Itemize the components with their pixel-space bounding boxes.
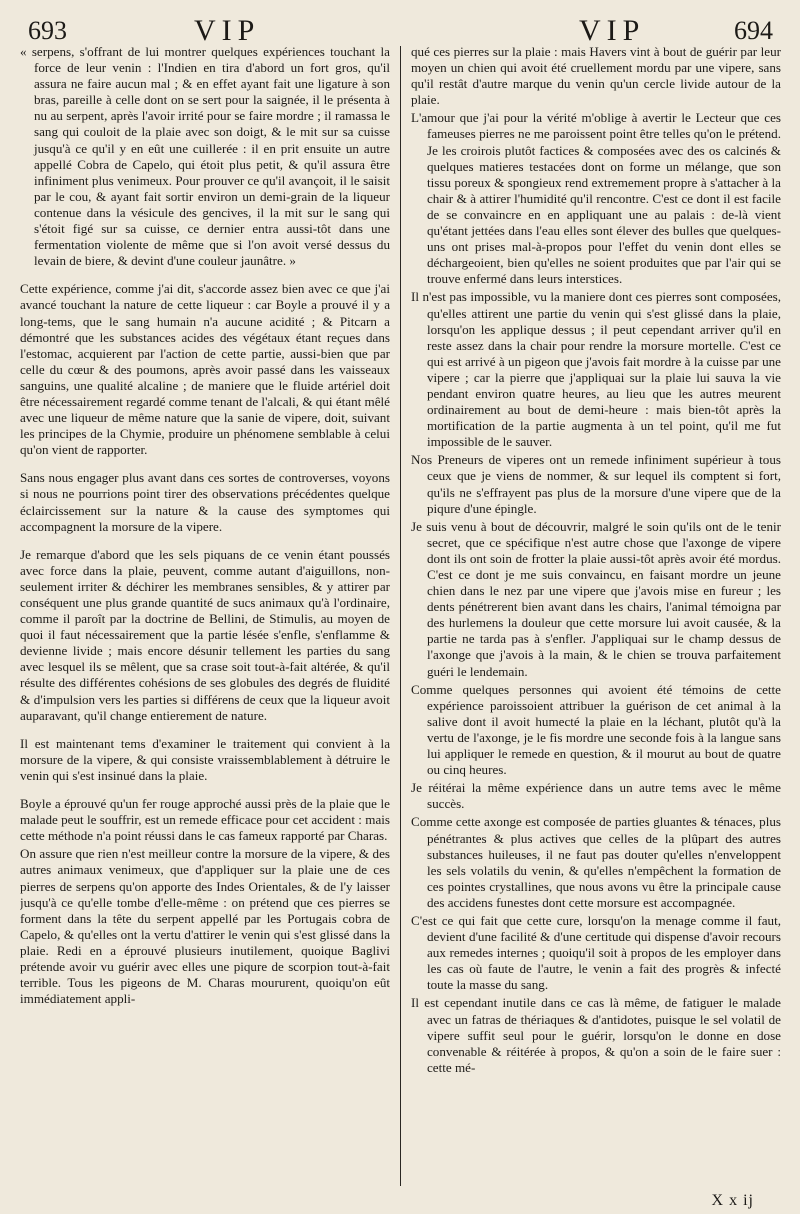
page-number-left: 693 [28, 16, 67, 45]
paragraph: Comme cette axonge est composée de parties gluantes & ténaces, plus pénétrantes & plus actives que celles de la plûpart des autres substances huileuses, il ne faut pas douter qu'elles n'enveloppent les sels volatils du venin, & qu'elles n'empêchent la formation de ces pointes crystallines, que nous avons vu être la principale cause des accidens funestes dont cette morsure est accompagnée. [411, 814, 781, 910]
signature-mark: X x ij [711, 1192, 754, 1209]
paragraph: L'amour que j'ai pour la vérité m'oblige à avertir le Lecteur que ces fameuses pierres ne me paroissent point être telles qu'on le prétend. Je les croirois plutôt factices & composées avec des os calcinés & quelques matieres testacées dont on forme un mélange, que son tissu poreux & spongieux rend extremement propre à s'attacher à la chair & à attirer l'humidité qu'il rencontre. C'est ce dont il est facile de se convaincre en en appliquant une au palais : de-là vient qu'étant jettées dans l'eau elles sont élever des bulles que quelques-uns ont prises mal-à-propos pour l'effet du venin dont elles se déchargeoient, bien qu'elles ne soient produites que par l'air qui se trouve enfermé dans leurs interstices. [411, 110, 781, 287]
paragraph: Il n'est pas impossible, vu la maniere dont ces pierres sont composées, qu'elles attirent une partie du venin qui s'est glissé dans la plaie, lorsqu'on les applique dessus ; il peut cependant arriver qu'il en reste assez dans la chair pour rendre la morsure mortelle. C'est ce qui est arrivé à un pigeon que j'avois fait mordre à la cuisse par une vipere ; car la pierre que j'appliquai sur la plaie lui sauva la vie pendant environ quatre heures, au lieu que les autres meurent ordinairement au bout de demi-heure : mais bien-tôt après la mortification de la partie augmenta à un tel point, qu'il me fut impossible de le sauver. [411, 289, 781, 450]
page-number-right: 694 [734, 16, 773, 45]
paragraph: Boyle a éprouvé qu'un fer rouge approché aussi près de la plaie que le malade peut le souffrir, est un remede efficace pour cet accident : mais cette méthode n'a point réussi dans le cas fameux rapporté par Charas. [20, 796, 390, 844]
paragraph: On assure que rien n'est meilleur contre la morsure de la vipere, & des autres animaux venimeux, que d'appliquer sur la plaie une de ces pierres de serpens qu'on apporte des Indes Orientales, & de l'y laisser jusqu'à ce qu'elle tombe d'elle-même : on prétend que ces pierres se forment dans la tête du serpent appellé par les Portugais cobra de Capelo, & qu'elles ont la vertu d'attirer le venin qui s'est glissé dans la plaie. Redi en a éprouvé plusieurs inutilement, quoique Baglivi prétende avoir vu guérir avec elles une piqure de scorpion tout-à-fait terrible. Tous les pigeons de M. Charas moururent, quoiqu'on eût immédiatement appli- [20, 846, 390, 1007]
paragraph: Nos Preneurs de viperes ont un remede infiniment supérieur à tous ceux que je viens de nommer, & sur lequel ils comptent si fort, qu'ils ne s'effrayent pas plus de la morsure d'une vipere que de la piqure d'une épingle. [411, 452, 781, 516]
paragraph: Je réitérai la même expérience dans un autre tems avec le même succès. [411, 780, 781, 812]
paragraph: Comme quelques personnes qui avoient été témoins de cette expérience paroissoient attribuer la guérison de cet animal à la salive dont il avoit humecté la plaie en la léchant, plutôt qu'à la vertu de l'axonge, je le fis mordre une seconde fois à la langue sans lui appliquer le remede en question, & il mourut au bout de quatre ou cinq heures. [411, 681, 781, 778]
paragraph: Il est cependant inutile dans ce cas là même, de fatiguer le malade avec un fatras de thériaques & d'antidotes, puisque le sel volatil de vipere suffit seul pour le guérir, lorsqu'on le donne en dose convenable & réitérée à propos, & qu'on a soin de le faire suer : cette mé- [411, 995, 781, 1075]
paragraph: C'est ce qui fait que cette cure, lorsqu'on la menage comme il faut, devient d'une facilité & d'une certitude qui dispense d'avoir recours aux remedes internes ; quoiqu'il soit à propos de les employer dans les cas où faute de l'autre, le venin a fait des progrès & infecté toute la masse du sang. [411, 912, 781, 993]
paragraph: Cette expérience, comme j'ai dit, s'accorde assez bien avec ce que j'ai avancé touchant la nature de cette liqueur : car Boyle a prouvé il y a long-tems, que le sang humain n'a aucune acidité ; & Pitcarn a démontré que les substances acides des végétaux étant reçues dans l'estomac, acquierent par l'action de cette partie, aussi-bien que par celle du cœur & des poumons, après avoir passé dans les vaisseaux sanguins, une qualité alcaline ; de maniere que le fluide artériel doit être nécessairement regardé comme tenant de l'alcali, & qui étant mêlé avec une liqueur de même nature que la sanie de vipere, doit, suivant les principes de la Chymie, produire un phénomene semblable à celui qu'on vient de rapporter. [20, 281, 390, 458]
paragraph: Je suis venu à bout de découvrir, malgré le soin qu'ils ont de le tenir secret, que ce spécifique n'est autre chose que l'axonge de vipere dont ils ont soin de frotter la plaie aussi-tôt après avoir été mordus. C'est ce dont je me suis convaincu, en faisant mordre un jeune chien dans le nez par une vipere que j'avois mise en fureur ; les dents pénétrerent bien avant dans les chairs, l'animal témoigna par des hurlemens la douleur que cette morsure lui avoit causée, & la partie ne tarda pas à s'enfler. J'appliquai sur le champ dessus de l'axonge que j'avois à la main, & le chien se trouva parfaitement guéri le lendemain. [411, 518, 781, 679]
right-column [401, 44, 781, 1186]
paragraph: Sans nous engager plus avant dans ces sortes de controverses, voyons si nous ne pourrions point tirer des observations précédentes quelque éclaircissement sur la nature & la cause des symptomes qui accompagnent la morsure de la vipere. [20, 470, 390, 534]
paragraph: Il est maintenant tems d'examiner le traitement qui convient à la morsure de la vipere, & qui consiste vraissemblablement à détruire le venin qui s'est insinué dans la plaie. [20, 735, 390, 783]
paragraph: « serpens, s'offrant de lui montrer quelques expériences touchant la force de leur venin : l'Indien en tira d'abord un fort gros, qu'il assura ne faire aucun mal ; & en effet ayant fait une ligature à son bras, pareille à celle dont on se sert pour la saignée, il le présenta à nu au serpent, après l'avoir irrité pour se faire mordre ; il ramassa le sang qui couloit de la plaie avec son doigt, & le mit sur sa cuisse jusqu'à ce qu'il y en eût une cuillerée : il en prit ensuite un autre appellé Cobra de Capelo, qui étoit plus petit, & qu'il assura être infiniment plus venimeux. Pour prouver ce qu'il avançoit, il le saisit par le cou, & ayant fait sortir environ un demi-grain de la liqueur contenue dans la vésicule des gencives, il la mit sur le sang qui s'étoit figé sur sa cuisse, ce dernier entra aussi-tôt dans une fermentation violente de même que si l'on avoit versé dessus du levain de biere, & devint d'une couleur jaunâtre. » [20, 44, 390, 269]
text-columns [20, 44, 784, 1186]
running-head-left: VIP [194, 14, 261, 47]
paragraph: qué ces pierres sur la plaie : mais Havers vint à bout de guérir par leur moyen un chien qui avoit été cruellement mordu par une vipere, sans qu'il restât d'autre marque du venin qu'un cercle livide autour de la plaie. [411, 44, 781, 108]
paragraph: Je remarque d'abord que les sels piquans de ce venin étant poussés avec force dans la plaie, peuvent, comme autant d'aiguillons, non-seulement irriter & déchirer les membranes sensibles, & y attirer par conséquent une plus grande quantité de sucs animaux qu'à l'ordinaire, comme il paroît par la doctrine de Bellini, de Stimulis, au moyen de quoi il faut nécessairement que la partie lésée s'enfle, s'enflamme & devienne livide ; mais encore désunir tellement les parties du sang avec lesquel ils se mêlent, que sa crase soit tout-à-fait altérée, & qu'il résulte des différentes cohésions de ses globules des degrés de fluidité & d'impulsion vers les parties si différens de ceux que la liqueur avoit auparavant, qu'il change entierement de nature. [20, 546, 390, 723]
left-column [20, 44, 400, 1186]
running-head-right: VIP [579, 14, 646, 47]
